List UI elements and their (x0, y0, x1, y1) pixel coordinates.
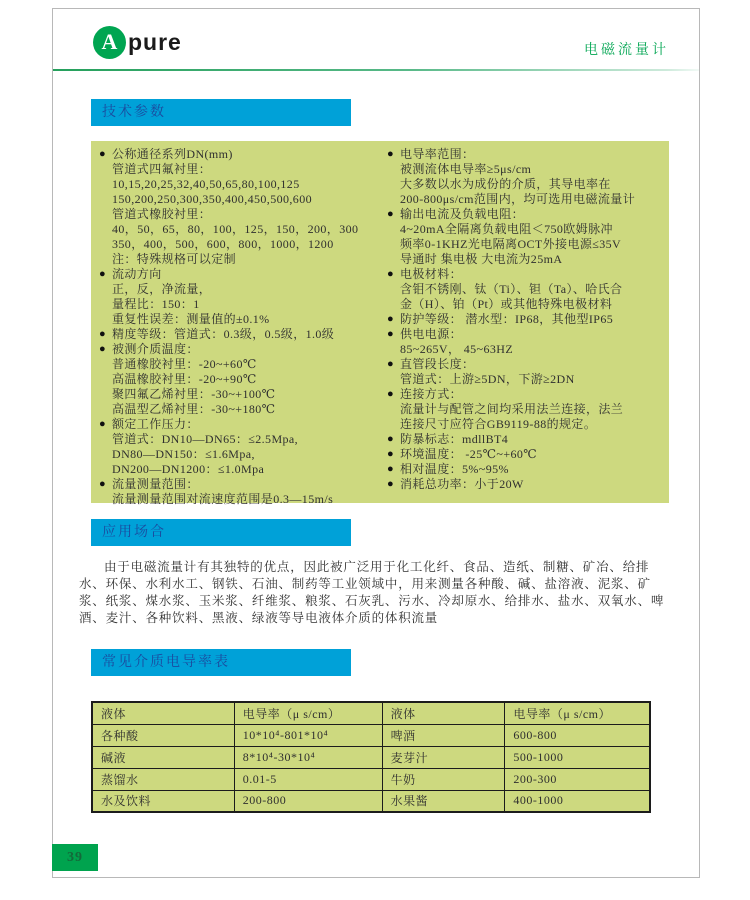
spec-item-line: 频率0-1KHZ光电隔离OCT外接电源≤35V (400, 237, 622, 251)
spec-item-heading: ● 精度等级：管道式：0.3级，0.5级，1.0级 (99, 327, 335, 341)
brand-text: pure (128, 28, 182, 55)
spec-item-line: 200-800μs/cm范围内，均可选用电磁流量计 (400, 192, 636, 206)
spec-item-heading: ● 连接方式： (387, 387, 463, 401)
table-header-cell: 电导率（μ s/cm） (505, 702, 650, 724)
spec-item-heading: ● 电极材料： (387, 267, 463, 281)
spec-item (387, 477, 669, 492)
bullet-icon: ● (387, 478, 395, 490)
conductivity-table (91, 701, 651, 813)
table-row (92, 768, 650, 790)
spec-item-line: 管道式四氟衬里： (112, 162, 212, 176)
bullet-icon: ● (387, 268, 395, 280)
brand-a-icon: A (93, 26, 126, 59)
spec-item-heading: ● 相对温度：5%~95% (387, 462, 509, 476)
spec-item (99, 327, 387, 342)
spec-item-line: 流量计与配管之间均采用法兰连接，法兰 (400, 402, 624, 416)
table-row (92, 790, 650, 812)
bullet-icon: ● (387, 208, 395, 220)
doc-title: 电磁流量计 (584, 43, 669, 58)
spec-item-line: 聚四氟乙烯衬里：-30~+100℃ (112, 387, 276, 401)
bullet-icon: ● (387, 358, 395, 370)
spec-item-heading: ● 公称通径系列DN(mm) (99, 147, 233, 161)
table-cell: 200-800 (234, 790, 382, 812)
spec-item-heading: ● 环境温度： -25℃~+60℃ (387, 447, 538, 461)
spec-item-heading: ● 输出电流及负载电阻： (387, 207, 525, 221)
spec-item-heading: ● 额定工作压力： (99, 417, 199, 431)
bullet-icon: ● (387, 448, 395, 460)
spec-item-line: 流量测量范围对流速度范围是0.3—15m/s (112, 492, 334, 506)
table-cell: 牛奶 (382, 768, 505, 790)
section-banner-tech: 技术参数 (91, 99, 351, 126)
spec-item-line: 注：特殊规格可以定制 (112, 252, 237, 266)
spec-item (387, 357, 669, 387)
spec-item (387, 267, 669, 312)
spec-item-line: 重复性误差：测量值的±0.1% (112, 312, 270, 326)
section-banner-conductivity: 常见介质电导率表 (91, 649, 351, 676)
spec-item-heading: ● 流量测量范围： (99, 477, 199, 491)
spec-item (387, 432, 669, 447)
spec-item (387, 207, 669, 267)
spec-item-line: DN80—DN150：≤1.6Mpa, (112, 447, 255, 461)
bullet-icon: ● (99, 478, 107, 490)
spec-item (387, 147, 669, 207)
table-cell: 8*10⁴-30*10⁴ (234, 746, 382, 768)
spec-item (99, 342, 387, 417)
tech-spec-box (91, 141, 669, 506)
table-cell: 各种酸 (92, 724, 234, 746)
spec-item-line: 管道式橡胶衬里： (112, 207, 212, 221)
spec-item-heading: ● 供电电源： (387, 327, 463, 341)
spec-item (387, 447, 669, 462)
spec-item-heading: ● 消耗总功率：小于20W (387, 477, 524, 491)
spec-item (387, 312, 669, 327)
table-cell: 400-1000 (505, 790, 650, 812)
bullet-icon: ● (387, 148, 395, 160)
spec-item-line: 量程比：150：1 (112, 297, 200, 311)
table-cell: 200-300 (505, 768, 650, 790)
table-cell: 碱液 (92, 746, 234, 768)
table-cell: 水果酱 (382, 790, 505, 812)
table-row (92, 724, 650, 746)
bullet-icon: ● (99, 343, 107, 355)
spec-item-line: 金（H）、铂（Pt）或其他特殊电极材料 (400, 297, 613, 311)
bullet-icon: ● (387, 463, 395, 475)
spec-item-line: 被测流体电导率≥5μs/cm (400, 162, 532, 176)
spec-item (387, 327, 669, 357)
spec-item (99, 147, 387, 267)
bullet-icon: ● (99, 148, 107, 160)
bullet-icon: ● (387, 388, 395, 400)
table-cell: 水及饮料 (92, 790, 234, 812)
spec-item-line: 10,15,20,25,32,40,50,65,80,100,125 (112, 177, 300, 191)
table-row (92, 746, 650, 768)
spec-item (99, 417, 387, 477)
header-divider (53, 69, 699, 71)
bullet-icon: ● (99, 268, 107, 280)
spec-item-line: 含钼不锈刚、钛（Ti）、钽（Ta）、哈氏合 (400, 282, 623, 296)
spec-item-heading: ● 防暴标志：mdllBT4 (387, 432, 509, 446)
spec-item-line: 350，400，500，600，800，1000，1200 (112, 237, 334, 251)
spec-item-line: 连接尺寸应符合GB9119-88的规定。 (400, 417, 597, 431)
spec-item-line: 大多数以水为成份的介质，其导电率在 (400, 177, 611, 191)
spec-item-line: 高温型乙烯衬里：-30~+180℃ (112, 402, 276, 416)
spec-item-line: 4~20mA全隔离负载电阻＜750欧姆脉冲 (400, 222, 613, 236)
spec-item-heading: ● 被测介质温度： (99, 342, 199, 356)
table-cell: 啤酒 (382, 724, 505, 746)
apure-logo (93, 25, 182, 59)
table-header-row (92, 702, 650, 724)
table-cell: 500-1000 (505, 746, 650, 768)
spec-item (387, 462, 669, 477)
spec-item-line: 85~265V， 45~63HZ (400, 342, 514, 356)
spec-item-line: 普通橡胶衬里：-20~+60℃ (112, 357, 257, 371)
table-header-cell: 电导率（μ s/cm） (234, 702, 382, 724)
spec-column-right (387, 147, 669, 503)
spec-item-line: 管道式：DN10—DN65：≤2.5Mpa, (112, 432, 299, 446)
spec-item (99, 477, 387, 507)
bullet-icon: ● (387, 433, 395, 445)
spec-item-heading: ● 防护等级： 潜水型：IP68，其他型IP65 (387, 312, 614, 326)
content-frame (52, 8, 700, 878)
spec-item-heading: ● 流动方向 (99, 267, 162, 281)
table-cell: 10*10⁴-801*10⁴ (234, 724, 382, 746)
spec-item-line: 导通时 集电极 大电流为25mA (400, 252, 563, 266)
spec-column-left (99, 147, 387, 506)
bullet-icon: ● (387, 313, 395, 325)
spec-item-line: 管道式：上游≥5DN，下游≥2DN (400, 372, 575, 386)
table-header-cell: 液体 (92, 702, 234, 724)
spec-item-line: 高温橡胶衬里：-20~+90℃ (112, 372, 257, 386)
spec-item-line: 40，50，65，80，100，125，150，200，300 (112, 222, 359, 236)
table-header-cell: 液体 (382, 702, 505, 724)
spec-item (387, 387, 669, 432)
table-cell: 麦芽汁 (382, 746, 505, 768)
spec-item-heading: ● 直管段长度： (387, 357, 475, 371)
bullet-icon: ● (99, 328, 107, 340)
table-cell: 600-800 (505, 724, 650, 746)
spec-item-heading: ● 电导率范围： (387, 147, 475, 161)
application-paragraph: 由于电磁流量计有其独特的优点，因此被广泛用于化工化纤、食品、造纸、制糖、矿冶、给排水、环保、水利水工、钢铁、石油、制药等工业领域中，用来测量各种酸、碱、盐溶液、泥浆、矿浆、纸浆、煤水浆、玉米浆、纤维浆、粮浆、石灰乳、污水、冷却原水、给排水、盐水、双氧水、啤酒、麦汁、各种饮料、黑液、绿液等导电液体介质的体积流量 (79, 560, 665, 625)
bullet-icon: ● (387, 328, 395, 340)
spec-item-line: 150,200,250,300,350,400,450,500,600 (112, 192, 312, 206)
spec-item-line: 正，反，净流量， (112, 282, 212, 296)
table-cell: 蒸馏水 (92, 768, 234, 790)
spec-item-line: DN200—DN1200：≤1.0Mpa (112, 462, 265, 476)
spec-item (99, 267, 387, 327)
table-cell: 0.01-5 (234, 768, 382, 790)
bullet-icon: ● (99, 418, 107, 430)
page-number-badge: 39 (52, 844, 98, 871)
section-banner-application: 应用场合 (91, 519, 351, 546)
